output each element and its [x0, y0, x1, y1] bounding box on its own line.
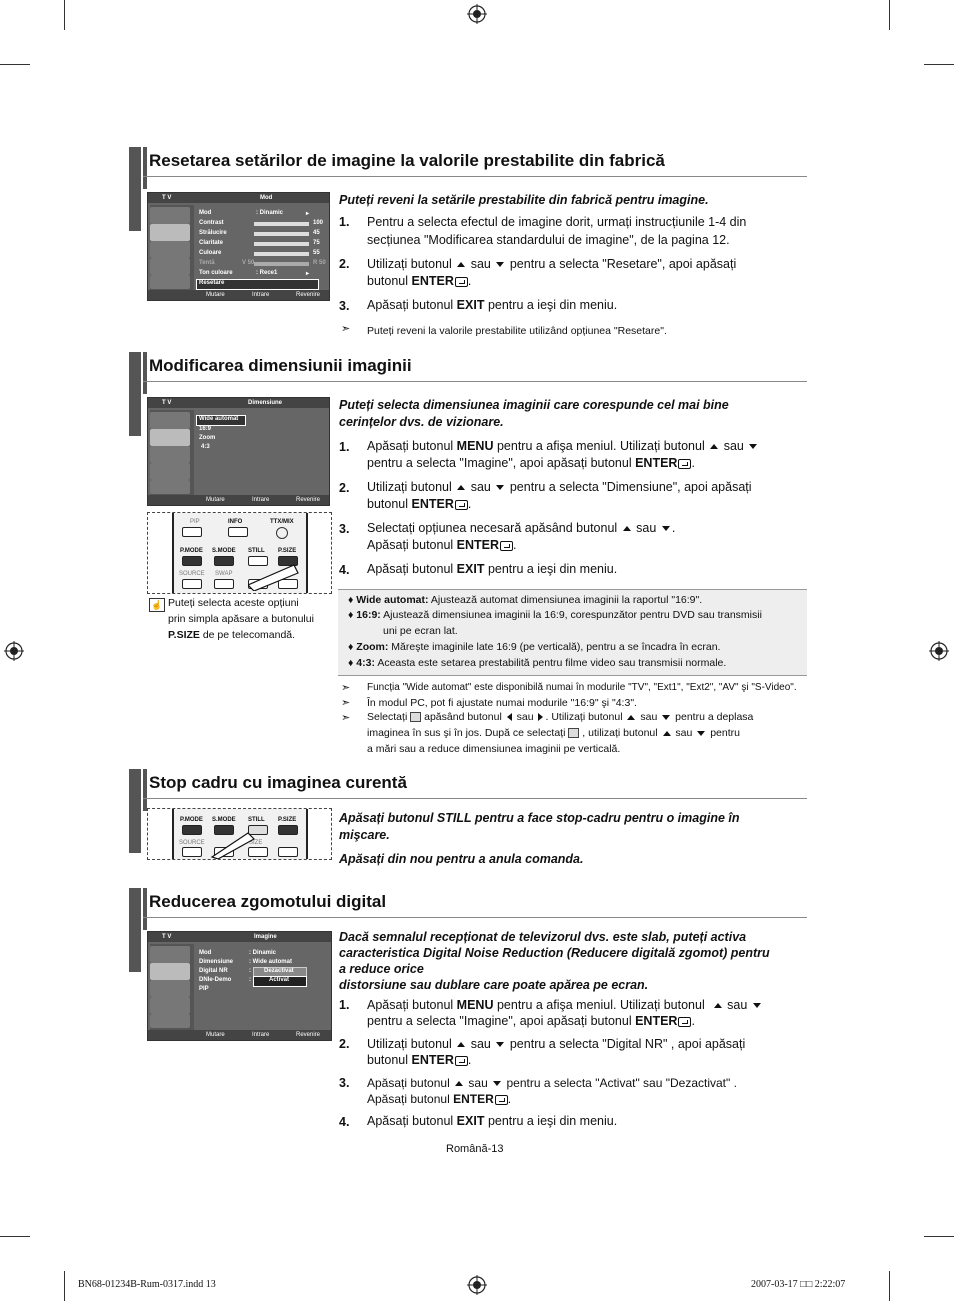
note-text: a mări sau a reduce dimensiunea imaginii pe verticală. [367, 743, 621, 755]
down-arrow-icon [662, 715, 670, 720]
down-arrow-icon [697, 731, 705, 736]
osd-menu-reset: T V Mod Mod : Dinamic ▸ Contrast 100 Strălucire 45 Claritate 75 Culoare 55 Tentă V 50 R 50 Ton culoare : Rece1 ▸ Resetare Mutare Intrare Revenire [147, 192, 330, 301]
registration-mark-icon [467, 4, 487, 24]
step-number: 3. [339, 1076, 350, 1090]
step-text: Apăsați butonul EXIT pentru a ieşi din meniu. [367, 298, 618, 312]
file-footer: BN68-01234B-Rum-0317.indd 13 [78, 1279, 216, 1290]
note-text: Puteți reveni la valorile prestabilite utilizând opțiunea "Resetare". [367, 325, 667, 337]
step-text: butonul ENTER . [367, 1053, 472, 1067]
crop-mark [64, 0, 65, 30]
section-bar [143, 888, 147, 930]
step-number: 2. [339, 481, 350, 495]
crop-mark [889, 1271, 890, 1301]
option-row: ♦ Zoom: Măreşte imaginile late 16:9 (pe verticală), pentru a se încadra în ecran. [348, 641, 721, 653]
step-text: butonul ENTER . [367, 497, 472, 511]
intro-text: Dacă semnalul recepționat de televizorul dvs. este slab, puteți activa [339, 930, 747, 944]
page-number: Română-13 [446, 1143, 504, 1155]
menu-icon-input [150, 207, 190, 224]
down-arrow-icon [496, 1042, 504, 1047]
note-arrow-icon: ➣ [341, 697, 351, 709]
registration-mark-icon [929, 641, 949, 661]
step-text: Utilizați butonul sau pentru a selecta "Resetare", apoi apăsați [367, 257, 737, 271]
intro-text: cerințelor dvs. de vizionare. [339, 415, 504, 429]
intro-text: Puteți reveni la setările prestabilite din fabrică pentru imagine. [339, 193, 709, 207]
menu-icon-input [150, 412, 190, 429]
step-text: Selectați opțiunea necesară apăsând butonul sau . [367, 521, 676, 535]
osd-menu-size: T V Dimensiune Wide automat 16:9 Zoom 4:3 Mutare Intrare Revenire [147, 397, 330, 506]
step-number: 1. [339, 440, 350, 454]
step-text: Pentru a selecta efectul de imagine dorit, urmați instrucțiunile 1-4 din [367, 215, 747, 229]
menu-icon-sound [150, 980, 190, 997]
smode-button [214, 556, 234, 566]
step-number: 2. [339, 1037, 350, 1051]
option-row: ♦ 16:9: Ajustează dimensiunea imaginii la 16:9, corespunzător pentru DVD sau transmisii [348, 609, 762, 621]
position-menu-icon [568, 728, 579, 738]
menu-icon-sound [150, 241, 190, 258]
option-row: ♦ 4:3: Aceasta este setarea prestabilită pentru filme video sau transmisii normale. [348, 657, 727, 669]
pip-button [182, 527, 202, 537]
step-number: 4. [339, 563, 350, 577]
up-arrow-icon [623, 526, 631, 531]
menu-icon-sound [150, 446, 190, 463]
enter-icon [678, 459, 691, 469]
psize-button [278, 825, 298, 835]
intro-text: Apăsați din nou pentru a anula comanda. [339, 852, 584, 866]
note-text: În modul PC, pot fi ajustate numai modurile "16:9" şi "4:3". [367, 697, 637, 709]
crop-mark [924, 1236, 954, 1237]
remote-control-illustration: PIP INFO TTX/MIX P.MODE S.MODE STILL P.SIZE SOURCE SWAP [147, 512, 332, 594]
step-text: pentru a selecta "Imagine", apoi apăsați butonul ENTER . [367, 456, 695, 470]
left-arrow-icon [507, 713, 512, 721]
intro-text: Apăsați butonul STILL pentru a face stop-cadru pentru o imagine în [339, 811, 740, 825]
section-title: Resetarea setărilor de imagine la valorile prestabilite din fabrică [149, 151, 665, 170]
section-divider [143, 917, 807, 918]
up-arrow-icon [710, 444, 718, 449]
down-arrow-icon [496, 485, 504, 490]
section-bar [143, 352, 147, 394]
crop-mark [889, 0, 890, 30]
intro-text: a reduce orice [339, 962, 424, 976]
source-button [182, 579, 202, 589]
note-arrow-icon: ➣ [341, 712, 351, 724]
step-text: Apăsați butonul ENTER . [367, 538, 517, 552]
date-footer: 2007-03-17 □□ 2:22:07 [751, 1279, 846, 1290]
size-options-box [338, 589, 807, 676]
option-row: ♦ Wide automat: Ajustează automat dimensiunea imaginii la raportul "16:9". [348, 594, 703, 606]
crop-mark [924, 64, 954, 65]
registration-mark-icon [467, 1275, 487, 1295]
down-arrow-icon [749, 444, 757, 449]
step-number: 3. [339, 299, 350, 313]
up-arrow-icon [627, 715, 635, 720]
step-number: 4. [339, 1115, 350, 1129]
crop-mark [0, 64, 30, 65]
enter-icon [495, 1095, 508, 1105]
section-title: Stop cadru cu imaginea curentă [149, 773, 407, 792]
menu-icon-picture [150, 429, 190, 446]
enter-icon [678, 1017, 691, 1027]
remote-control-illustration: P.MODE S.MODE STILL P.SIZE SOURCE SIZE [147, 808, 332, 860]
size-menu-icon [410, 712, 421, 722]
step-text: Apăsați butonul EXIT pentru a ieşi din meniu. [367, 562, 618, 576]
up-arrow-icon [455, 1081, 463, 1086]
step-text: Utilizați butonul sau pentru a selecta "Dimensiune", apoi apăsați [367, 480, 752, 494]
registration-mark-icon [4, 641, 24, 661]
pointer-hand-icon [208, 825, 258, 859]
pmode-button [182, 825, 202, 835]
pmode-button [182, 556, 202, 566]
down-arrow-icon [662, 526, 670, 531]
step-text: Utilizați butonul sau pentru a selecta "Digital NR" , apoi apăsați [367, 1037, 746, 1051]
step-number: 1. [339, 998, 350, 1012]
step-text: Apăsați butonul EXIT pentru a ieşi din meniu. [367, 1114, 618, 1128]
intro-text: mişcare. [339, 828, 390, 842]
right-arrow-icon [538, 713, 543, 721]
menu-icon-picture [150, 224, 190, 241]
step-text: Apăsați butonul MENU pentru a afişa meniul. Utilizați butonul sau [367, 997, 763, 1014]
up-button [278, 847, 298, 857]
enter-icon [455, 1056, 468, 1066]
tip-text: Puteți selecta aceste opțiuni [168, 597, 299, 609]
intro-text: distorsiune sau dublare care poate apărea pe ecran. [339, 978, 649, 992]
section-bar [129, 888, 141, 972]
swap-button [214, 579, 234, 589]
intro-text: Puteți selecta dimensiunea imaginii care corespunde cel mai bine [339, 398, 729, 412]
section-divider [143, 176, 807, 177]
section-title: Modificarea dimensiunii imaginii [149, 356, 412, 375]
section-bar [129, 147, 141, 231]
pointer-hand-icon [248, 551, 308, 591]
down-arrow-icon [753, 1003, 761, 1008]
step-number: 2. [339, 257, 350, 271]
section-bar [129, 769, 141, 853]
step-text: pentru a selecta "Imagine", apoi apăsați butonul ENTER . [367, 1014, 695, 1028]
info-button [228, 527, 248, 537]
enter-icon [500, 541, 513, 551]
menu-icon-setup [150, 1014, 190, 1028]
up-arrow-icon [457, 485, 465, 490]
note-text: Funcția "Wide automat" este disponibilă numai în modurile "TV", "Ext1", "Ext2", "AV" şi "S-Video". [367, 682, 797, 693]
down-arrow-icon [496, 262, 504, 267]
section-bar [143, 147, 147, 189]
hand-tip-icon: ☝ [149, 598, 165, 612]
step-text: secțiunea "Modificarea standardului de imagine", de la pagina 12. [367, 233, 730, 247]
tip-text: prin simpla apăsare a butonului [168, 613, 314, 625]
up-arrow-icon [714, 1003, 722, 1008]
section-divider [143, 798, 807, 799]
menu-icon-setup [150, 480, 190, 494]
step-text: Apăsați butonul ENTER . [367, 1092, 512, 1106]
ttx-button [276, 527, 288, 539]
step-number: 1. [339, 215, 350, 229]
section-divider [143, 381, 807, 382]
section-title: Reducerea zgomotului digital [149, 892, 387, 911]
crop-mark [64, 1271, 65, 1301]
menu-icon-input [150, 946, 190, 963]
tip-text: P.SIZE de pe telecomandă. [168, 629, 296, 641]
menu-icon-channel [150, 258, 190, 275]
menu-icon-channel [150, 997, 190, 1014]
down-arrow-icon [493, 1081, 501, 1086]
menu-icon-channel [150, 463, 190, 480]
up-arrow-icon [457, 262, 465, 267]
step-text: Apăsați butonul MENU pentru a afişa meniul. Utilizați butonul sau [367, 438, 759, 455]
note-arrow-icon: ➣ [341, 682, 351, 694]
step-number: 3. [339, 522, 350, 536]
up-arrow-icon [457, 1042, 465, 1047]
menu-icon-setup [150, 275, 190, 289]
enter-icon [455, 500, 468, 510]
osd-menu-picture: T V Imagine Mod : Dinamic Dimensiune : Wide automat Digital NR : DNIe-Demo : PIP Dezactivat Activat Mutare Intrare Revenire [147, 931, 332, 1041]
crop-mark [0, 1236, 30, 1237]
note-text: Selectați apăsând butonul sau . Utilizați butonul sau pentru a deplasa [367, 711, 754, 723]
section-bar [129, 352, 141, 436]
enter-icon [455, 277, 468, 287]
up-arrow-icon [663, 731, 671, 736]
step-text: butonul ENTER . [367, 274, 472, 288]
option-row: uni pe ecran lat. [383, 625, 458, 637]
note-arrow-icon: ➣ [341, 323, 351, 335]
source-button [182, 847, 202, 857]
intro-text: caracteristica Digital Noise Reduction (Reducere digitală zgomot) pentru [339, 946, 770, 960]
section-bar [143, 769, 147, 811]
note-text: imaginea în sus şi în jos. După ce selectați , utilizați butonul sau pentru [367, 727, 740, 739]
menu-icon-picture [150, 963, 190, 980]
step-text: Apăsați butonul sau pentru a selecta "Activat" sau "Dezactivat" . [367, 1076, 737, 1090]
